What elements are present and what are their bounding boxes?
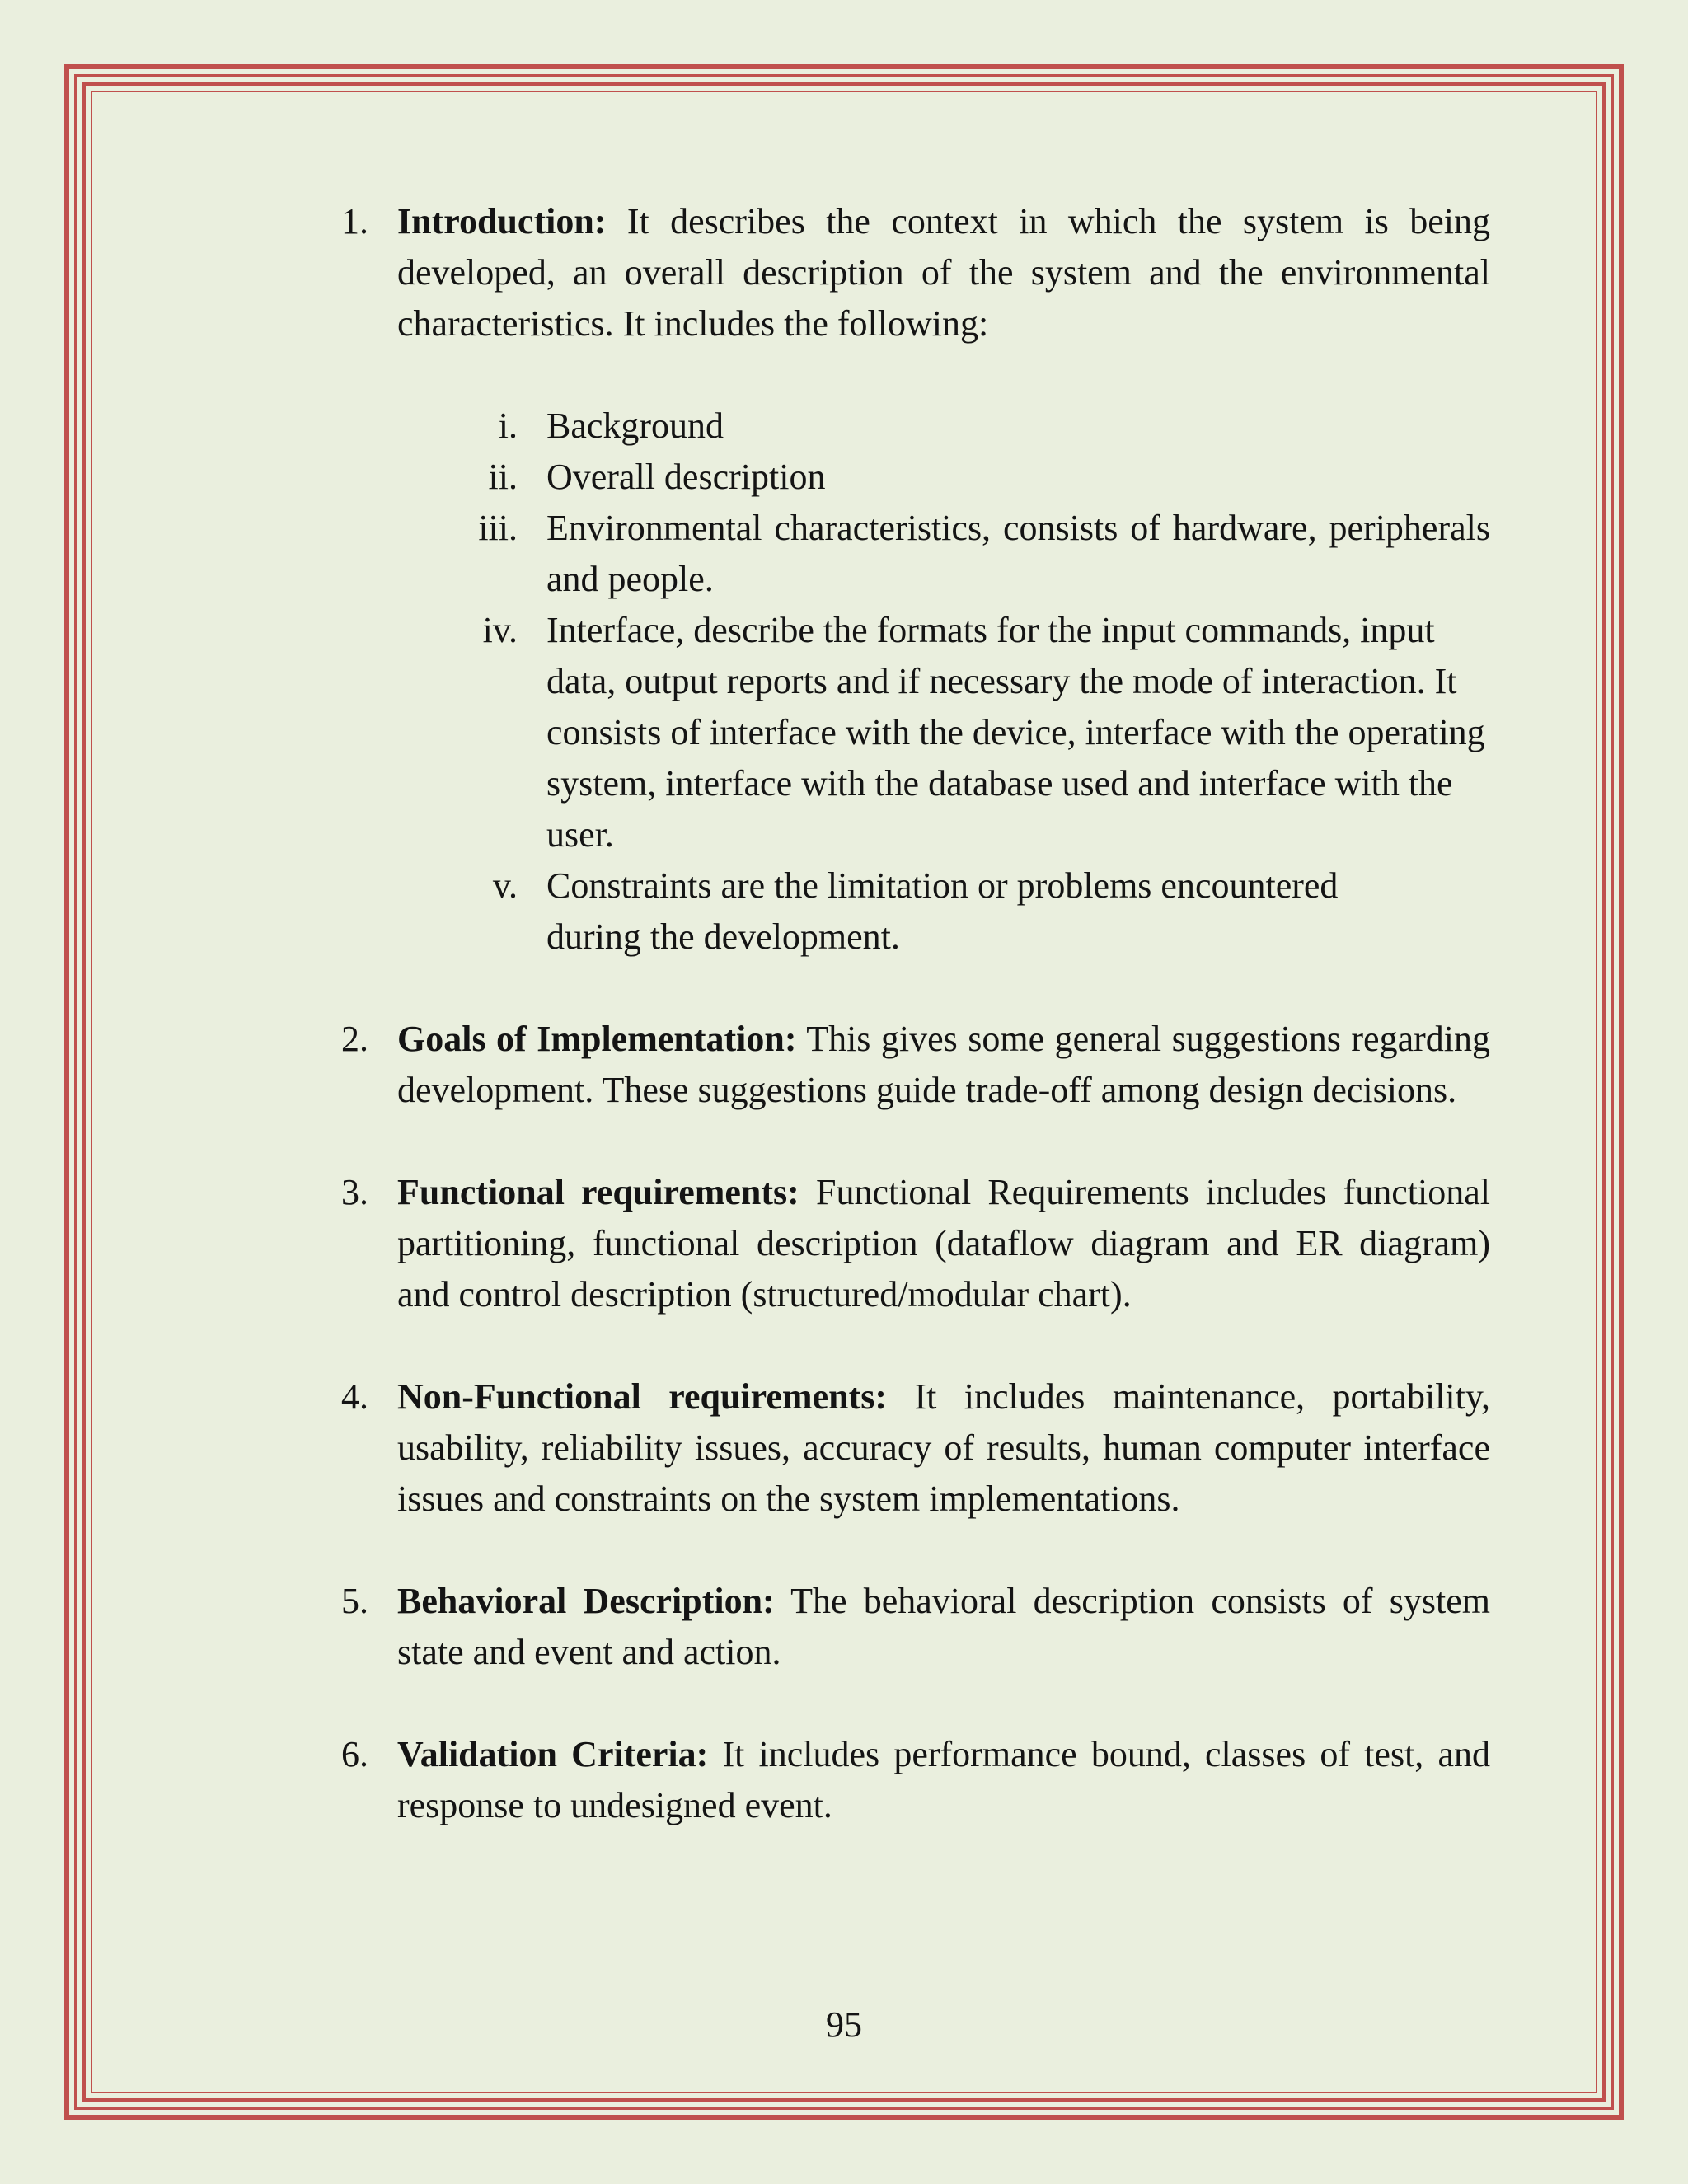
- sublist-number: ii.: [488, 457, 518, 497]
- item-text: Functional Requirements includes functional partitioning, functional description (dataflow diagram and ER diagram) and control description (structured/modular chart).: [397, 1172, 1490, 1315]
- list-number: 4.: [341, 1376, 368, 1417]
- item-text: It describes the context in which the system is being developed, an overall description of the system and the environmental characteristics. It includes the following:: [397, 201, 1490, 344]
- item-text: It includes maintenance, portability, usability, reliability issues, accuracy of results, human computer interface issues and constraints on the system implementations.: [397, 1376, 1491, 1519]
- list-item-functional-requirements: [341, 1167, 1490, 1320]
- list-number: 2.: [341, 1019, 368, 1059]
- list-number: 3.: [341, 1172, 368, 1212]
- sublist-number: i.: [498, 405, 518, 446]
- sublist-item-background: [397, 401, 1490, 452]
- list-item-goals-of-implementation: [341, 1014, 1490, 1116]
- sublist-text: Overall description: [546, 457, 826, 497]
- list-item-validation-criteria: [341, 1729, 1490, 1831]
- sublist-item-environmental-characteristics: [397, 503, 1490, 605]
- introduction-sublist: [397, 401, 1490, 963]
- item-text: This gives some general suggestions regarding development. These suggestions guide trade-off among design decisions.: [397, 1019, 1490, 1110]
- item-term: Non-Functional requirements:: [397, 1376, 888, 1417]
- item-term: Goals of Implementation:: [397, 1019, 797, 1059]
- sublist-item-overall-description: [397, 452, 1490, 503]
- list-number: 1.: [341, 201, 368, 241]
- item-term: Introduction:: [397, 201, 607, 241]
- list-item-behavioral-description: [341, 1576, 1490, 1678]
- sublist-text: Constraints are the limitation or problems encountered during the development.: [546, 865, 1339, 957]
- sublist-text: Interface, describe the formats for the input commands, input data, output reports and if necessary the mode of interaction. It consists of interface with the device, interface with the operating system, interface with the database used and interface with the user.: [546, 610, 1485, 855]
- page-number: 95: [826, 2004, 862, 2045]
- list-item-introduction: [341, 196, 1490, 963]
- sublist-item-constraints: [397, 860, 1490, 963]
- list-number: 6.: [341, 1734, 368, 1774]
- sublist-number: iv.: [482, 610, 518, 650]
- sublist-number: iii.: [478, 508, 518, 548]
- item-term: Validation Criteria:: [397, 1734, 709, 1774]
- item-term: Behavioral Description:: [397, 1581, 775, 1621]
- item-term: Functional requirements:: [397, 1172, 799, 1212]
- sublist-text: Environmental characteristics, consists of hardware, peripherals and people.: [546, 508, 1490, 599]
- sublist-item-interface: [397, 605, 1490, 860]
- list-item-non-functional-requirements: [341, 1371, 1490, 1525]
- sublist-number: v.: [492, 865, 518, 906]
- sublist-text: Background: [546, 405, 724, 446]
- list-number: 5.: [341, 1581, 368, 1621]
- item-text: It includes performance bound, classes of test, and response to undesigned event.: [397, 1734, 1491, 1825]
- document-body: [341, 196, 1490, 1831]
- item-text: The behavioral description consists of system state and event and action.: [397, 1581, 1490, 1672]
